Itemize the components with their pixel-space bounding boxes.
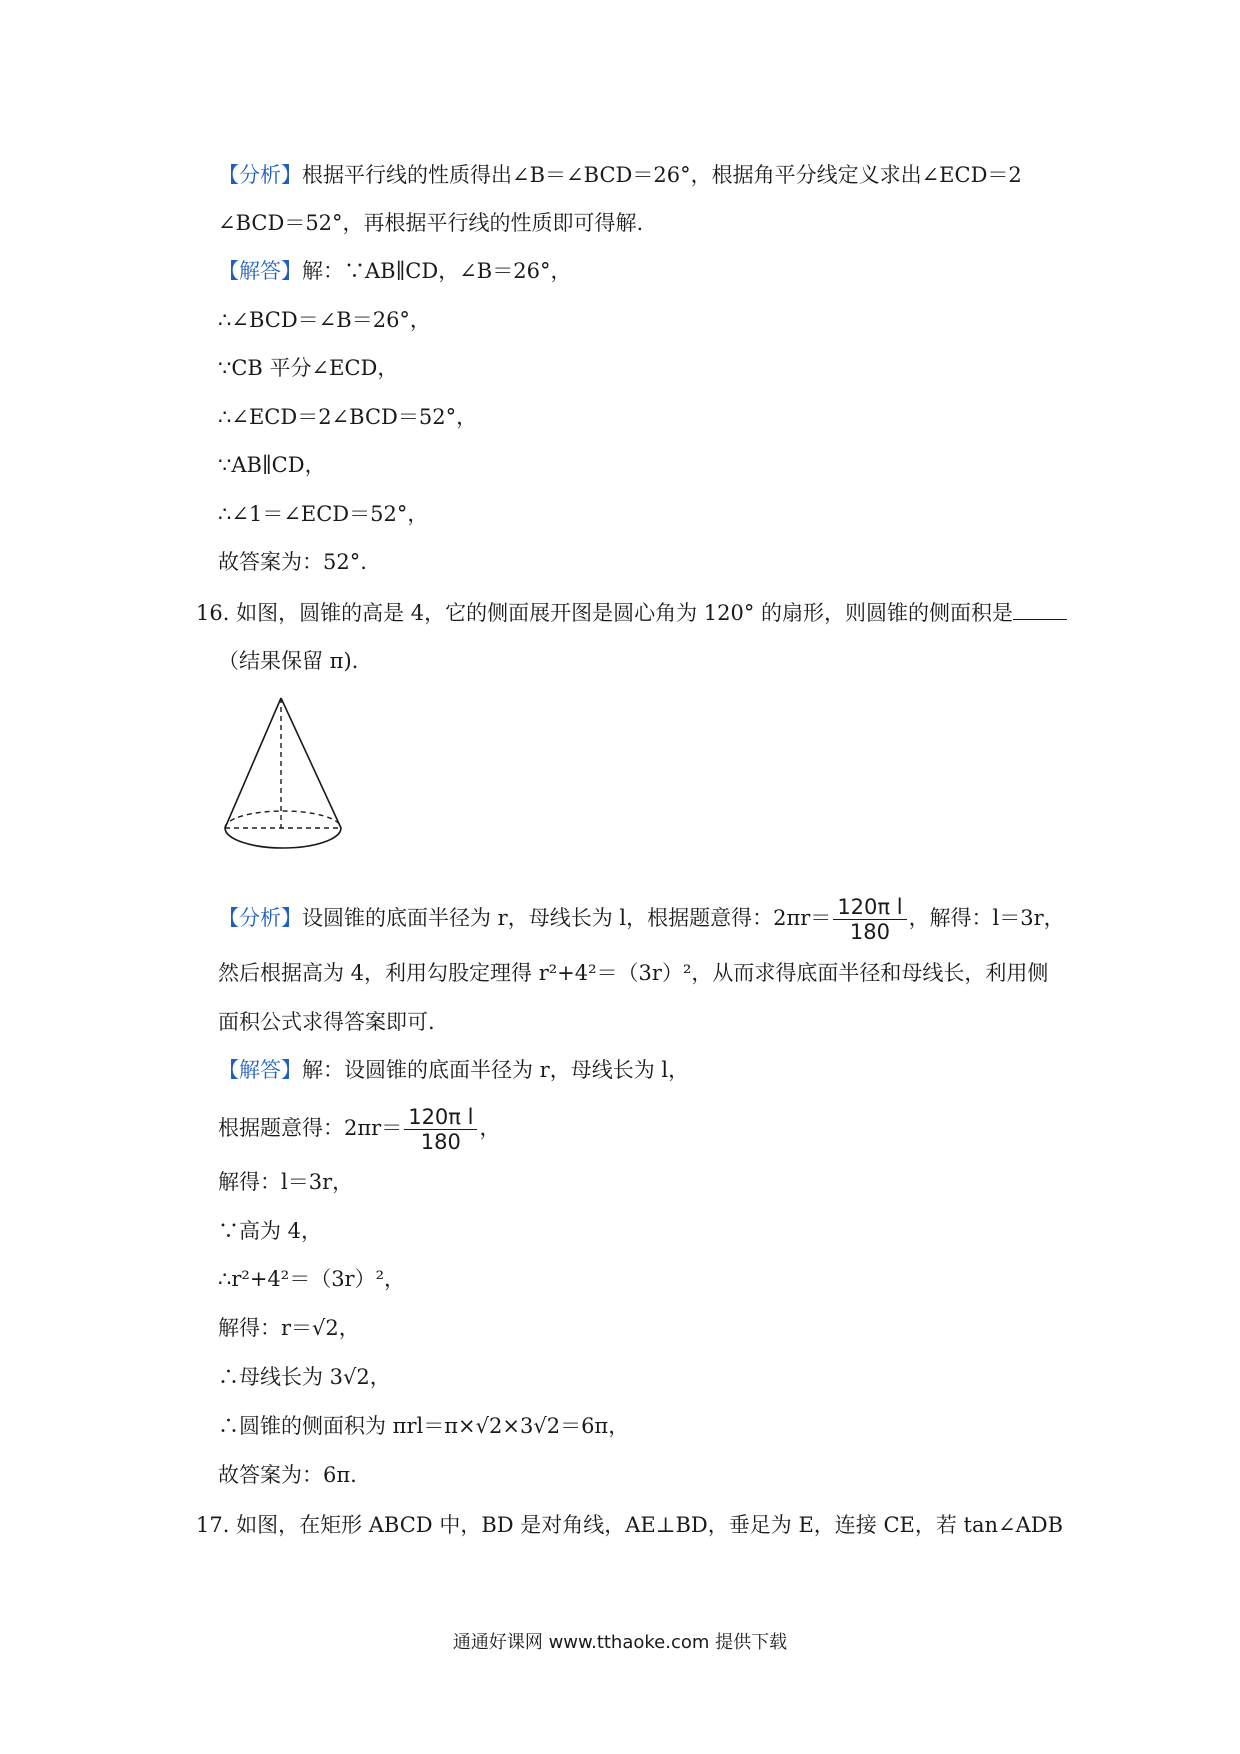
cone-right-edge xyxy=(281,698,341,828)
solution-line-6: ∴∠1＝∠ECD＝52°， xyxy=(218,502,429,526)
solution-line-4: ∴∠ECD＝2∠BCD＝52°， xyxy=(218,405,478,429)
solution-16-line-6: 解得：r＝√2， xyxy=(218,1316,360,1340)
fraction-denominator: 180 xyxy=(420,1130,461,1154)
solution-16-line-5: ∴r²+4²＝（3r）²， xyxy=(218,1267,406,1291)
analysis-tag: 【分析】 xyxy=(218,163,302,187)
analysis-line-2: ∠BCD＝52°，再根据平行线的性质即可得解. xyxy=(218,211,644,235)
analysis-16-line-3: 面积公式求得答案即可. xyxy=(218,1010,435,1034)
question-16-line-2: （结果保留 π). xyxy=(218,649,359,673)
solution-16-post: ， xyxy=(479,1116,501,1140)
solution-16-line-7: ∴母线长为 3√2， xyxy=(218,1365,391,1389)
cone-left-edge xyxy=(225,698,281,828)
analysis-16-line-2: 然后根据高为 4，利用勾股定理得 r²+4²＝（3r）²，从而求得底面半径和母线长，利用侧 xyxy=(218,961,1049,985)
solution-line-3: ∵CB 平分∠ECD， xyxy=(218,356,399,380)
question-17: 17. 如图，在矩形 ABCD 中，BD 是对角线，AE⊥BD，垂足为 E，连接 CE，若 tan∠ADB xyxy=(196,1513,1064,1537)
solution-16-line-1 xyxy=(218,1055,1060,1085)
solution-line-2: ∴∠BCD＝∠B＝26°， xyxy=(218,308,431,332)
cone-base-front xyxy=(225,828,341,848)
solution-line-1 xyxy=(218,256,1060,286)
analysis-16-line-1 xyxy=(218,895,1065,944)
fraction-numerator: 120π l xyxy=(833,895,906,920)
question-16 xyxy=(196,598,1060,628)
analysis-16-post: ，解得：l＝3r， xyxy=(908,906,1065,930)
solution-16-line-3: 解得：l＝3r， xyxy=(218,1170,354,1194)
fraction xyxy=(833,895,906,944)
fraction xyxy=(404,1105,477,1154)
analysis-line-1 xyxy=(218,160,1060,190)
page-footer: 通通好课网 www.tthaoke.com 提供下载 xyxy=(452,1632,788,1653)
solution-text: 解：∵AB∥CD，∠B＝26°， xyxy=(302,259,572,283)
analysis-16-pre: 设圆锥的底面半径为 r，母线长为 l，根据题意得：2πr＝ xyxy=(302,906,832,930)
cone-base-back xyxy=(225,811,341,828)
solution-16-line-9: 故答案为：6π. xyxy=(218,1463,357,1487)
solution-tag: 【解答】 xyxy=(218,259,302,283)
solution-line-5: ∵AB∥CD， xyxy=(218,453,326,477)
solution-16-line-8: ∴圆锥的侧面积为 πrl＝π×√2×3√2＝6π， xyxy=(218,1414,630,1438)
solution-16-tag: 【解答】 xyxy=(218,1058,302,1082)
analysis-text: 根据平行线的性质得出∠B＝∠BCD＝26°，根据角平分线定义求出∠ECD＝2 xyxy=(302,163,1022,187)
solution-16-line-4: ∵高为 4， xyxy=(218,1219,323,1243)
analysis-16-tag: 【分析】 xyxy=(218,906,302,930)
solution-16-pre: 根据题意得：2πr＝ xyxy=(218,1116,403,1140)
solution-16-text: 解：设圆锥的底面半径为 r，母线长为 l， xyxy=(302,1058,690,1082)
cone-figure xyxy=(222,695,352,875)
fraction-numerator: 120π l xyxy=(404,1105,477,1130)
solution-16-line-2 xyxy=(218,1105,1060,1154)
question-16-text: 16. 如图，圆锥的高是 4，它的侧面展开图是圆心角为 120° 的扇形，则圆锥的侧面积是 xyxy=(196,601,1014,625)
answer-blank xyxy=(1013,601,1067,620)
fraction-denominator: 180 xyxy=(849,920,890,944)
solution-line-7: 故答案为：52°. xyxy=(218,550,367,574)
